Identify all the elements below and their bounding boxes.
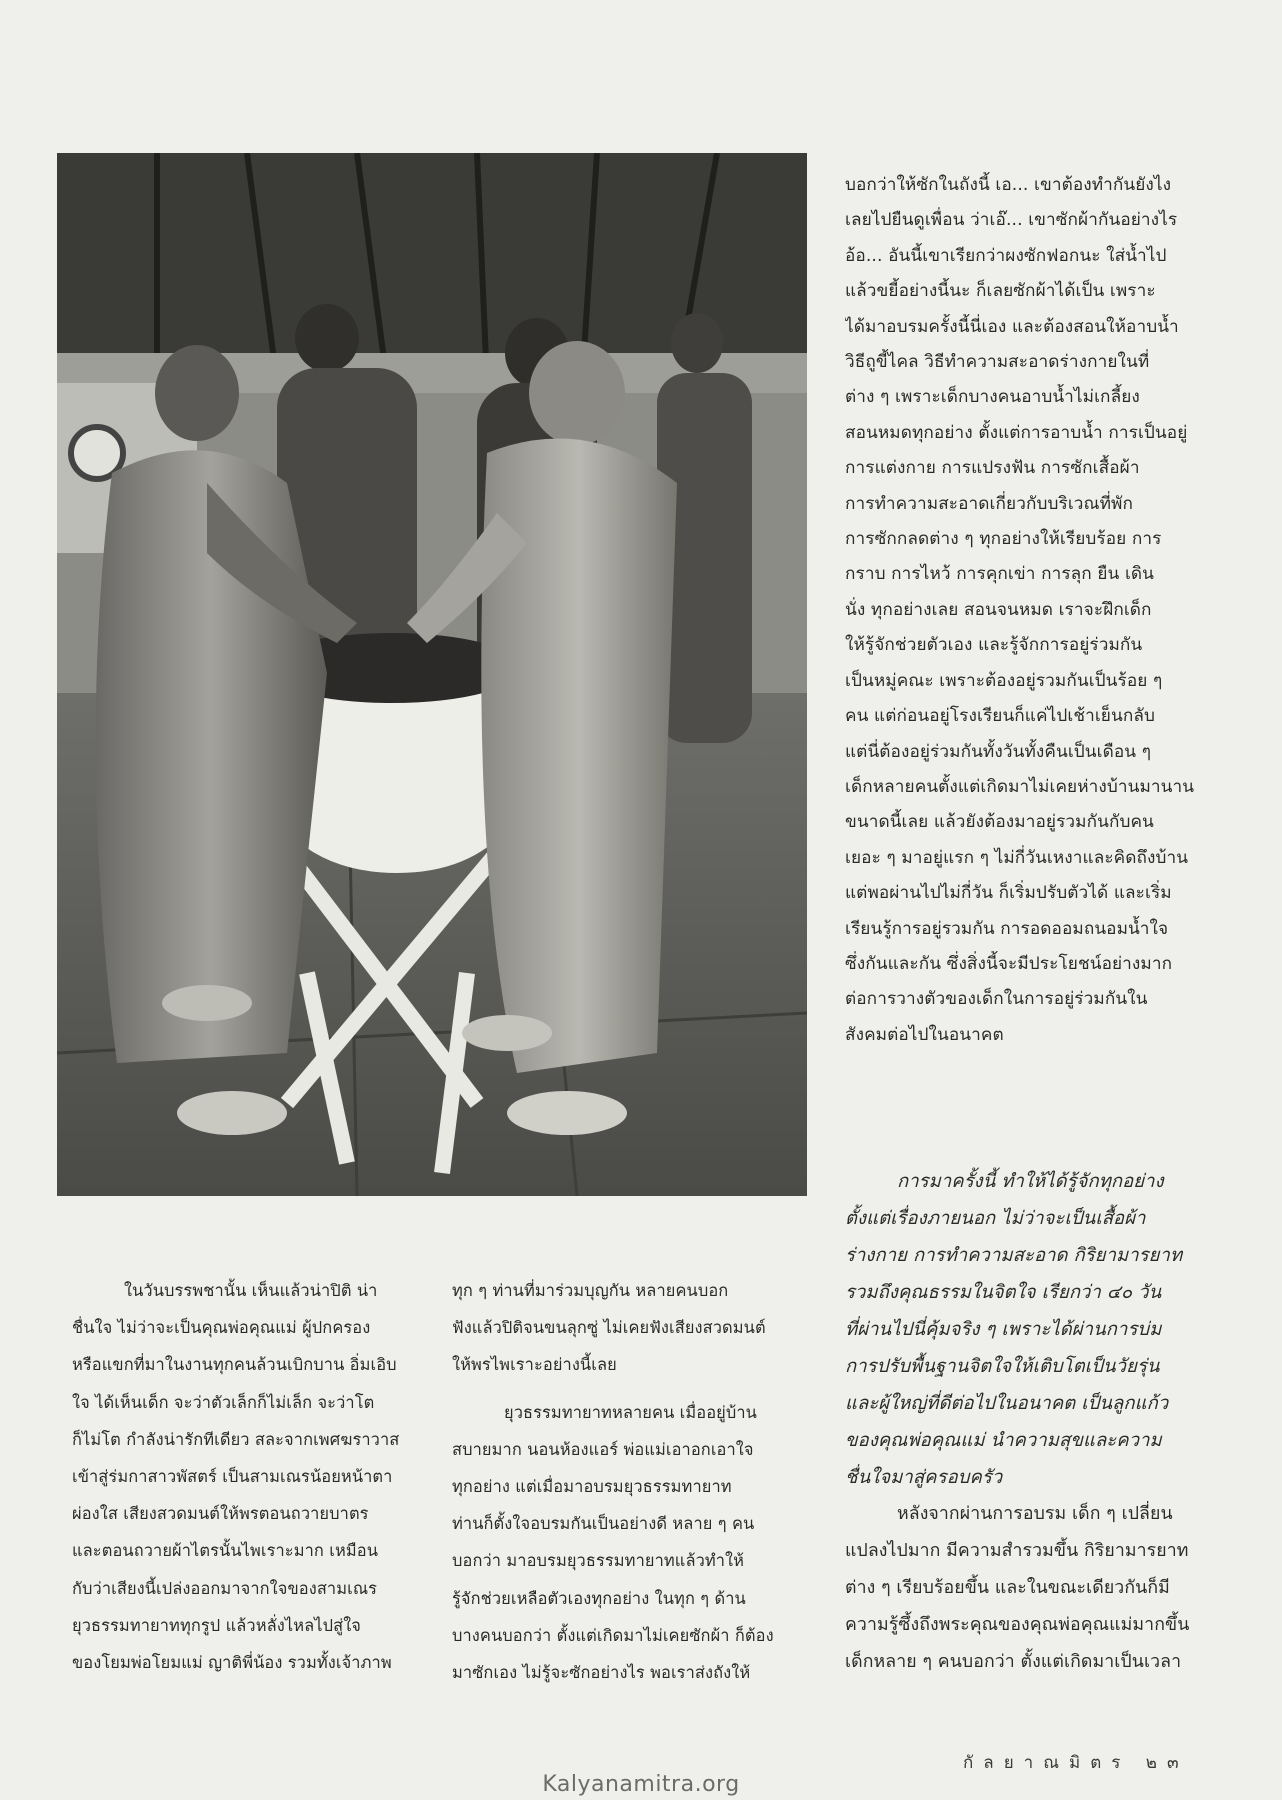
text-line: เข้าสู่ร่มกาสาวพัสตร์ เป็นสามเณรน้อยหน้าตา <box>72 1467 393 1487</box>
text-line: การแต่งกาย การแปรงฟัน การซักเสื้อผ้า <box>845 458 1140 479</box>
text-line: เด็กหลายคนตั้งแต่เกิดมาไม่เคยห่างบ้านมานาน <box>845 776 1195 797</box>
text-line: กราบ การไหว้ การคุกเข่า การลุก ยืน เดิน <box>845 564 1155 585</box>
text-line: ได้มาอบรมครั้งนี้นี่เอง และต้องสอนให้อาบน้ำ <box>845 316 1179 337</box>
text-line: กับว่าเสียงนี้เปล่งออกมาจากใจของสามเณร <box>72 1578 378 1598</box>
text-line: เยอะ ๆ มาอยู่แรก ๆ ไม่กี่วันเหงาและคิดถึงบ้าน <box>845 847 1189 868</box>
text-line: แต่นี่ต้องอยู่ร่วมกันทั้งวันทั้งคืนเป็นเดือน ๆ <box>845 741 1152 762</box>
text-line: ต่อการวางตัวของเด็กในการอยู่ร่วมกันใน <box>845 989 1148 1010</box>
right-column-bottom <box>845 1163 1230 1681</box>
text-line: ต่าง ๆ เพราะเด็กบางคนอาบน้ำไม่เกลี้ยง <box>845 387 1140 408</box>
text-line: ให้รู้จักช่วยตัวเอง และรู้จักการอยู่ร่วมกัน <box>845 635 1143 656</box>
text-line: หลังจากผ่านการอบรม เด็ก ๆ เปลี่ยน <box>897 1504 1173 1524</box>
text-line: ที่ผ่านไปนี่คุ้มจริง ๆ เพราะได้ผ่านการบ่ม <box>845 1319 1162 1340</box>
text-line: ยุวธรรมทายาทหลายคน เมื่ออยู่บ้าน <box>504 1402 757 1422</box>
text-line: บอกว่า มาอบรมยุวธรรมทายาทแล้วทำให้ <box>452 1551 745 1571</box>
text-line: ท่านก็ตั้งใจอบรมกันเป็นอย่างดี หลาย ๆ คน <box>452 1514 755 1534</box>
text-line: และตอนถวายผ้าไตรนั้นไพเราะมาก เหมือน <box>72 1541 379 1561</box>
text-line: ชื่นใจมาสู่ครอบครัว <box>845 1467 1003 1488</box>
right-column-top <box>845 168 1230 1053</box>
text-line: บอกว่าให้ซักในถังนี้ เอ... เขาต้องทำกันยังไง <box>845 175 1172 195</box>
text-line: สังคมต่อไปในอนาคต <box>845 1024 1004 1045</box>
italic-quote <box>845 1163 1230 1496</box>
text-line: รู้จักช่วยเหลือตัวเองทุกอย่าง ในทุก ๆ ด้าน <box>452 1588 746 1608</box>
text-line: ขนาดนี้เลย แล้วยังต้องมาอยู่รวมกันกับคน <box>845 812 1154 833</box>
text-line: ของคุณพ่อคุณแม่ นำความสุขและความ <box>845 1430 1162 1451</box>
photo-image <box>57 153 807 1196</box>
left-column <box>72 1272 422 1681</box>
text-line: ให้พรไพเราะอย่างนี้เลย <box>452 1355 617 1375</box>
text-line: ต่าง ๆ เรียบร้อยขึ้น และในขณะเดียวกันก็มี <box>845 1578 1170 1598</box>
text-line: บางคนบอกว่า ตั้งแต่เกิดมาไม่เคยซักผ้า ก็ต้อง <box>452 1625 774 1645</box>
page-footer: กัลยาณมิตร ๒๓ <box>963 1753 1189 1773</box>
text-line: คน แต่ก่อนอยู่โรงเรียนก็แค่ไปเช้าเย็นกลับ <box>845 706 1155 727</box>
text-line: เลยไปยืนดูเพื่อน ว่าเอ๊... เขาซักผ้ากันอย่างไร <box>845 210 1178 231</box>
text-line: ผ่องใส เสียงสวดมนต์ให้พรตอนถวายบาตร <box>72 1504 369 1524</box>
text-line: รวมถึงคุณธรรมในจิตใจ เรียกว่า ๔๐ วัน <box>845 1282 1162 1303</box>
text-line: เด็กหลาย ๆ คนบอกว่า ตั้งแต่เกิดมาเป็นเวลา <box>845 1652 1182 1672</box>
text-line: แปลงไปมาก มีความสำรวมขึ้น กิริยามารยาท <box>845 1541 1189 1561</box>
text-line: อ้อ... อันนี้เขาเรียกว่าผงซักฟอกนะ ใส่น้ำไป <box>845 245 1167 266</box>
text-line: หรือแขกที่มาในงานทุกคนล้วนเบิกบาน อิ่มเอิบ <box>72 1355 397 1375</box>
text-line: ทุกอย่าง แต่เมื่อมาอบรมยุวธรรมทายาท <box>452 1477 732 1497</box>
text-line: การซักกลดต่าง ๆ ทุกอย่างให้เรียบร้อย การ <box>845 529 1162 550</box>
text-line: ร่างกาย การทำความสะอาด กิริยามารยาท <box>845 1245 1183 1266</box>
text-line: สอนหมดทุกอย่าง ตั้งแต่การอาบน้ำ การเป็นอยู่ <box>845 422 1188 443</box>
text-line: ฟังแล้วปิติจนขนลุกซู่ ไม่เคยฟังเสียงสวดมนต์ <box>452 1318 766 1338</box>
text-line: ซึ่งกันและกัน ซึ่งสิ่งนี้จะมีประโยชน์อย่างมาก <box>845 953 1173 974</box>
text-line: วิธีถูขี้ไคล วิธีทำความสะอาดร่างกายในที่ <box>845 352 1150 373</box>
text-line: ใจ ได้เห็นเด็ก จะว่าตัวเล็กก็ไม่เล็ก จะว่าโต <box>72 1392 375 1412</box>
text-line: มาซักเอง ไม่รู้จะซักอย่างไร พอเราส่งถังให้ <box>452 1663 751 1683</box>
text-line: ทุก ๆ ท่านที่มาร่วมบุญกัน หลายคนบอก <box>452 1281 729 1300</box>
text-line: ตั้งแต่เรื่องภายนอก ไม่ว่าจะเป็นเสื้อผ้า <box>845 1208 1146 1229</box>
text-line: ยุวธรรมทายาททุกรูป แล้วหลั่งไหลไปสู่ใจ <box>72 1615 362 1635</box>
middle-column <box>452 1272 822 1691</box>
text-line: และผู้ใหญ่ที่ดีต่อไปในอนาคต เป็นลูกแก้ว <box>845 1393 1169 1414</box>
text-line: เรียนรู้การอยู่รวมกัน การอดออมถนอมน้ำใจ <box>845 918 1169 939</box>
text-line: ของโยมพ่อโยมแม่ ญาติพี่น้อง รวมทั้งเจ้าภาพ <box>72 1653 392 1673</box>
text-line: สบายมาก นอนห้องแอร์ พ่อแม่เอาอกเอาใจ <box>452 1439 754 1459</box>
text-line: เป็นหมู่คณะ เพราะต้องอยู่รวมกันเป็นร้อย ๆ <box>845 670 1163 691</box>
text-line: การมาครั้งนี้ ทำให้ได้รู้จักทุกอย่าง <box>897 1171 1164 1192</box>
text-line: ความรู้ซึ้งถึงพระคุณของคุณพ่อคุณแม่มากขึ้น <box>845 1615 1190 1635</box>
text-line <box>452 1384 822 1394</box>
text-line: ก็ไม่โต กำลังน่ารักทีเดียว สละจากเพศฆราวาส <box>72 1429 400 1449</box>
text-line: นั่ง ทุกอย่างเลย สอนจนหมด เราจะฝึกเด็ก <box>845 599 1152 620</box>
text-line: แต่พอผ่านไปไม่กี่วัน ก็เริ่มปรับตัวได้ และเริ่ม <box>845 883 1172 904</box>
text-line: ชื่นใจ ไม่ว่าจะเป็นคุณพ่อคุณแม่ ผู้ปกครอง <box>72 1318 371 1338</box>
photo-monks-washing <box>57 153 807 1196</box>
right-bottom-paragraph <box>845 1496 1230 1681</box>
text-line: การปรับพื้นฐานจิตใจให้เติบโตเป็นวัยรุ่น <box>845 1356 1160 1377</box>
text-line: ในวันบรรพชานั้น เห็นแล้วน่าปิติ น่า <box>124 1281 378 1300</box>
text-line: แล้วขยี้อย่างนี้นะ ก็เลยซักผ้าได้เป็น เพราะ <box>845 281 1156 302</box>
text-line: การทำความสะอาดเกี่ยวกับบริเวณที่พัก <box>845 493 1133 514</box>
watermark: Kalyanamitra.org <box>542 1772 740 1797</box>
